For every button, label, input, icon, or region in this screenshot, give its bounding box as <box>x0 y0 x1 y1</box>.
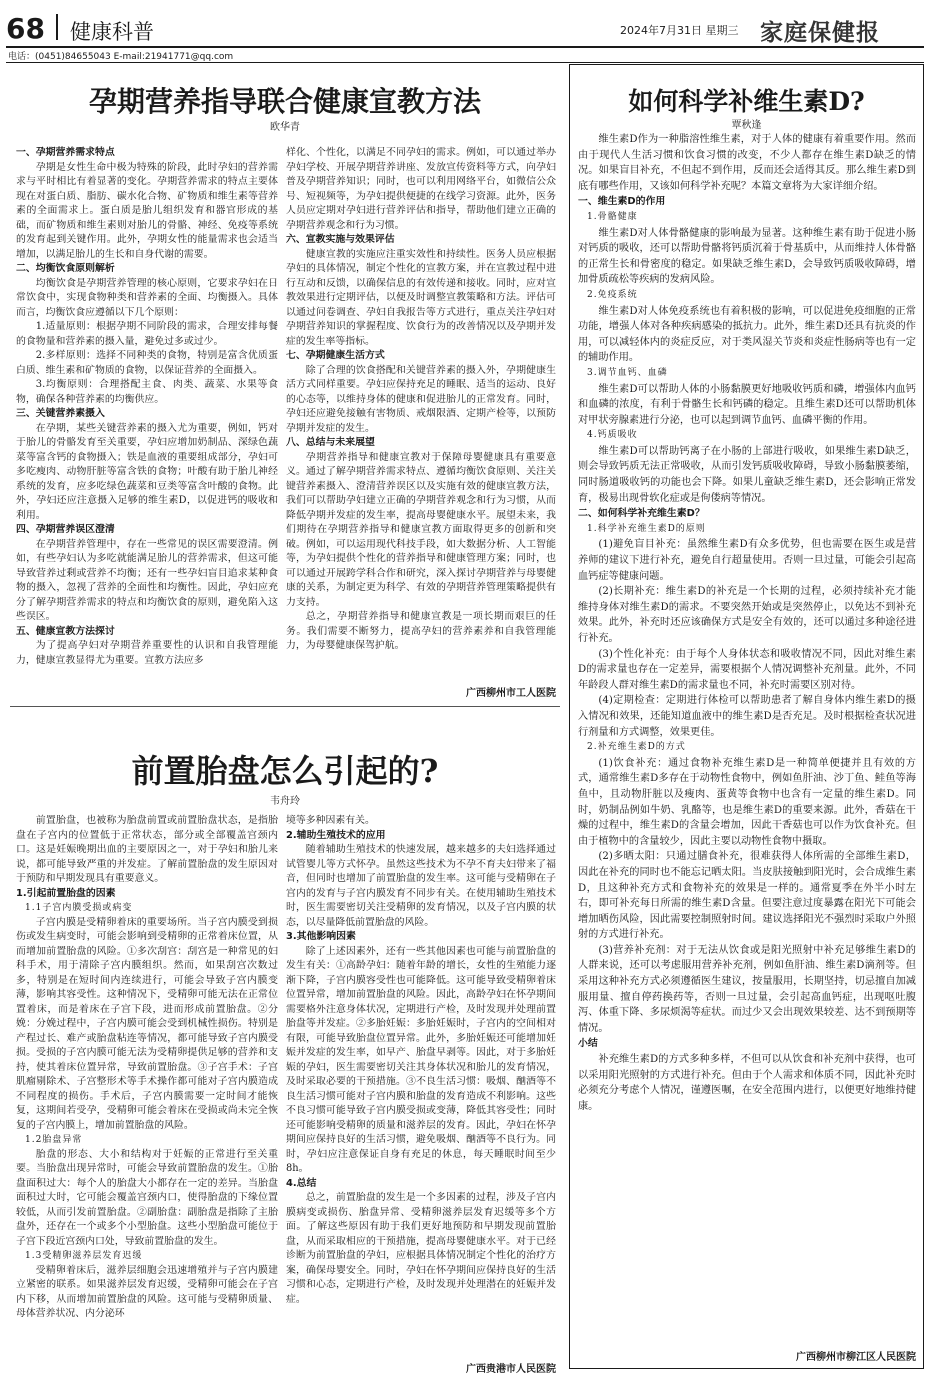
article3-title: 如何科学补维生素D? <box>628 87 865 116</box>
paragraph: 1.适量原则：根据孕期不同阶段的需求，合理安排每餐的食物量和营养素的摄入量，避免过多或过少。 <box>16 321 278 347</box>
article3-column <box>578 132 916 1348</box>
section-heading: 二、如何科学补充维生素D？ <box>578 508 705 520</box>
article-divider <box>10 706 560 707</box>
paragraph: 总之，孕期营养指导和健康宣教是一项长期而艰巨的任务。我们需要不断努力，提高孕妇的营养素养和自我管理能力，为母婴健康保驾护航。 <box>286 611 556 651</box>
article1-author: 欧华青 <box>270 122 300 133</box>
article3-signature: 广西柳州市柳江区人民医院 <box>796 1352 916 1363</box>
paragraph: (4)定期检查：定期进行体检可以帮助患者了解自身体内维生素D的摄入情况和效果，还能知道血液中的维生素D是否充足。及时根据检查状况进行剂量和方式调整，效果更佳。 <box>578 695 916 738</box>
paragraph: 除了合理的饮食搭配和关键营养素的摄入外，孕期健康生活方式同样重要。孕妇应保持充足的睡眠、适当的运动、良好的心态等，以维持身体的健康和促进胎儿的正常发育。同时，孕妇还应避免接触有害物质、戒烟限酒、定期产检等，以预防孕期并发症的发生。 <box>286 364 556 434</box>
subsection-heading: 2.免疫系统 <box>587 289 638 300</box>
article2-column-2 <box>286 814 556 1358</box>
section-heading: 二、均衡饮食原则解析 <box>16 263 115 274</box>
section-heading: 4.总结 <box>286 1177 317 1189</box>
section-heading: 四、孕期营养误区澄清 <box>16 524 115 535</box>
section-heading: 八、总结与未来展望 <box>286 437 375 448</box>
section-heading: 一、孕期营养需求特点 <box>16 147 115 158</box>
paragraph: (3)个性化补充：由于每个人身体状态和吸收情况不同，因此对维生素D的需求量也存在一定差异，需要根据个人情况调整补充剂量。此外，不同年龄段人群对维生素D的需求量也不同，补充时需要区别对待。 <box>578 648 916 691</box>
paragraph: 总之，前置胎盘的发生是一个多因素的过程，涉及子宫内膜病变或损伤、胎盘异常、受精卵滋养层发育迟缓等多个方面。了解这些原因有助于我们更好地预防和早期发现前置胎盘，从而采取相应的干预措施，提高母婴健康水平。对于已经诊断为前置胎盘的孕妇，应根据具体情况制定个性化的治疗方案，确保母婴安全。同时，孕妇在怀孕期间应保持良好的生活习惯和心态，定期进行产检，及时发现并处理潜在的妊娠并发症。 <box>286 1192 556 1305</box>
article2-column-1 <box>16 814 278 1374</box>
paragraph: 受精卵着床后，滋养层细胞会迅速增殖并与子宫内膜建立紧密的联系。如果滋养层发育迟缓，受精卵可能会在子宫内下移，从而增加前置胎盘的风险。这可能与受精卵质量、母体营养状况、内分泌环 <box>16 1264 278 1319</box>
section-heading: 五、健康宣教方法探讨 <box>16 625 115 637</box>
paragraph: (1)避免盲目补充：虽然维生素D有众多优势，但也需要在医生或是营养师的建议下进行补充，避免自行超量使用。否则一旦过量，可能会引起高血钙症等健康问题。 <box>578 539 916 582</box>
article1-column-1 <box>16 146 278 702</box>
paragraph: 境等多种因素有关。 <box>286 815 375 826</box>
article3-author: 覃秋逢 <box>731 120 762 131</box>
paragraph: 3.均衡原则：合理搭配主食、肉类、蔬菜、水果等食物，确保各种营养素的均衡供应。 <box>16 379 278 405</box>
article2-author: 韦舟玲 <box>270 796 300 807</box>
article2-signature: 广西贵港市人民医院 <box>466 1364 556 1375</box>
paragraph: 维生素D可以帮助人体的小肠黏膜更好地吸收钙质和磷，增强体内血钙和血磷的浓度，有利于骨骼生长和钙磷的稳定。且维生素D还可以帮助机体对甲状旁腺素进行分泌，也可以起到调节血钙、血磷平衡的作用。 <box>578 383 916 426</box>
paragraph: 维生素D可以帮助钙离子在小肠的上部进行吸收，如果维生素D缺乏，则会导致钙质无法正常吸收，从而引发钙质吸收障碍，导致小肠黏膜萎缩，同时肠道吸收钙的功能也会下降。如果儿童缺乏维生素D，还会影响正常发育，极易出现骨软化症或是佝偻病等情况。 <box>578 445 916 504</box>
paragraph: 2.多样原则：选择不同种类的食物，特别是富含优质蛋白质、维生素和矿物质的食物，以保证营养的全面摄入。 <box>16 350 278 376</box>
paragraph: 孕期营养指导和健康宣教对于保障母婴健康具有重要意义。通过了解孕期营养需求特点、遵循均衡饮食原则、关注关键营养素摄入、澄清营养误区以及实施有效的健康宣教方法，我们可以帮助孕妇建立正确的孕期营养观念和行为习惯，从而降低孕期并发症的发生率，提高母婴健康水平。展望未来，我们期待在孕期营养指导和健康宣教方面取得更多的创新和突破。例如，可以运用现代科技手段，如大数据分析、人工智能等，为孕妇提供个性化的营养指导和健康管理方案；同时，也可以通过开展跨学科合作和研究，深入探讨孕期营养与母婴健康的关系，为制定更为科学、有效的孕期营养管理策略提供有力支持。 <box>286 451 556 608</box>
subsection-heading: 3.调节血钙、血磷 <box>587 367 668 378</box>
section-heading: 一、维生素D的作用 <box>578 196 666 208</box>
paragraph: 子宫内膜是受精卵着床的重要场所。当子宫内膜受到损伤或发生病变时，可能会影响到受精卵的正常着床位置，从而增加前置胎盘的风险。①多次刮宫：刮宫是一种常见的妇科手术，用于清除子宫内膜组织。然而，如果刮宫次数过多，特别是在短时间内连续进行，可能会导致子宫内膜变薄，影响其容受性。这种情况下，受精卵可能无法在正常位置着床，而是着床在子宫下段，进而形成前置胎盘。②分娩：分娩过程中，子宫内膜可能会受到机械性损伤。特别是产程过长、难产或胎盘粘连等情况，都可能导致子宫内膜受损。受损的子宫内膜可能无法为受精卵提供足够的营养和支持，使其着床位置异常，导致前置胎盘。③子宫手术：子宫肌瘤剔除术、子宫整形术等手术操作都可能对子宫内膜造成不同程度的损伤。手术后，子宫内膜需要一定时间才能恢复，这期间若受孕，受精卵可能会着床在受损或尚未完全恢复的子宫内膜上，增加前置胎盘的风险。 <box>16 916 278 1131</box>
header-rule-thin <box>6 62 924 63</box>
paragraph: 健康宣教的实施应注重实效性和持续性。医务人员应根据孕妇的具体情况，制定个性化的宣教方案，并在宣教过程中进行互动和反馈，以确保信息的有效传递和接收。同时，应对宣教效果进行定期评估，以便及时调整宣教策略和方法。评估可以通过问卷调查、孕妇自我报告等方式进行，重点关注孕妇对孕期营养知识的掌握程度、饮食行为的改善情况以及孕期并发症的发生率等指标。 <box>286 248 556 347</box>
subsection-heading: 2.补充维生素D的方式 <box>587 742 686 753</box>
subsection-heading: 1.1子宫内膜受损或病变 <box>25 903 133 913</box>
paragraph: 前置胎盘，也被称为胎盘前置或前置胎盘状态，是指胎盘在子宫内的位置低于正常状态，部分或全部覆盖宫颈内口。这是妊娠晚期出血的主要原因之一，对于孕妇和胎儿来说，都可能导致严重的并发症。了解前置胎盘的发生原因对于预防和早期发现具有重要意义。 <box>16 815 278 884</box>
article1-column-2 <box>286 146 556 686</box>
paragraph: 维生素D对人体免疫系统也有着积极的影响，可以促进免疫细胞的正常功能，增强人体对各种疾病感染的抵抗力。此外，维生素D还具有抗炎的作用，可以减轻体内的炎症反应，对于类风湿关节炎和炎症性肠病等也有一定的辅助作用。 <box>578 305 916 364</box>
paragraph: 样化、个性化，以满足不同孕妇的需求。例如，可以通过举办孕妇学校、开展孕期营养讲座、发放宣传资料等方式，向孕妇普及孕期营养知识；同时，也可以利用网络平台，如微信公众号、短视频等，为孕妇提供便捷的在线学习资源。此外，医务人员应定期对孕妇进行营养评估和指导，帮助他们建立正确的孕期营养观念和行为习惯。 <box>286 147 556 231</box>
paragraph: 均衡饮食是孕期营养管理的核心原则，它要求孕妇在日常饮食中，实现食物种类和营养素的全面、均衡摄入。具体而言，均衡饮食应遵循以下几个原则： <box>16 277 278 318</box>
section-heading: 三、关键营养素摄入 <box>16 408 105 419</box>
article2-title: 前置胎盘怎么引起的? <box>131 752 439 790</box>
article1-signature: 广西柳州市工人医院 <box>466 688 556 699</box>
section-heading: 六、宣教实施与效果评估 <box>286 234 395 245</box>
header-divider <box>56 14 58 40</box>
article1-title: 孕期营养指导联合健康宣教方法 <box>88 85 481 118</box>
header-rule <box>6 46 924 48</box>
paragraph: 在孕期营养管理中，存在一些常见的误区需要澄清。例如，有些孕妇认为多吃就能满足胎儿的营养需求，但这可能导致营养过剩或营养不均衡；还有一些孕妇盲目追求某种食物的摄入，忽视了营养的全面性和均衡性。因此，孕妇应充分了解孕期营养需求的特点和均衡饮食的原则，避免陷入这些误区。 <box>16 538 278 622</box>
subsection-heading: 1.3受精卵滋养层发育迟缓 <box>25 1251 143 1261</box>
subsection-heading: 1.2胎盘异常 <box>25 1135 83 1145</box>
section-heading: 1.引起前置胎盘的因素 <box>16 887 116 899</box>
paragraph: 在孕期，某些关键营养素的摄入尤为重要，例如，钙对于胎儿的骨骼发育至关重要，孕妇应增加奶制品、深绿色蔬菜等富含钙的食物摄入；铁是血液的重要组成部分，孕妇可多吃瘦肉、动物肝脏等富含铁的食物；叶酸有助于胎儿神经系统的发育，应多吃绿色蔬菜和豆类等富含叶酸的食物。此外，孕妇还应注意摄入足够的维生素D，以促进钙的吸收和利用。 <box>16 422 278 521</box>
newspaper-name: 家庭保健报 <box>760 19 880 46</box>
issue-date: 2024年7月31日 星期三 <box>620 24 739 37</box>
page-number: 68 <box>6 12 45 45</box>
paragraph: 维生素D对人体骨骼健康的影响最为显著。这种维生素有助于促进小肠对钙质的吸收，还可以帮助骨骼将钙质沉着于骨基质中，从而维持人体骨骼的正常生长和骨密度的稳定。如果缺乏维生素D，会导致钙质吸收障碍，增加骨质疏松等疾病的发病风险。 <box>578 227 916 286</box>
section-heading: 小结 <box>578 1038 598 1050</box>
section-heading: 3.其他影响因素 <box>286 931 356 942</box>
paragraph: 除了上述因素外，还有一些其他因素也可能与前置胎盘的发生有关：①高龄孕妇：随着年龄的增长，女性的生殖能力逐渐下降，子宫内膜容受性也可能降低。这可能导致受精卵着床位置异常，增加前置胎盘的风险。因此，高龄孕妇在怀孕期间需要格外注意身体状况，定期进行产检，及时发现并处理前置胎盘等并发症。②多胎妊娠：多胎妊娠时，子宫内的空间相对有限，可能导致胎盘位置异常。此外，多胎妊娠还可能增加妊娠并发症的发生率，如早产、胎盘早剥等。因此，对于多胎妊娠的孕妇，医生需要密切关注其身体状况和胎儿的发育情况，及时采取必要的干预措施。③不良生活习惯：吸烟、酗酒等不良生活习惯可能对子宫内膜和胎盘的发育造成不利影响。这些不良习惯可能导致子宫内膜受损或变薄，降低其容受性；同时还可能影响受精卵的质量和滋养层的发育。因此，孕妇在怀孕期间应保持良好的生活习惯，避免吸烟、酗酒等不良行为。同时，孕妇应注意保证自身有充足的休息，每天睡眠时间至少8h。 <box>286 945 556 1174</box>
paragraph: 补充维生素D的方式多种多样，不但可以从饮食和补充剂中获得，也可以采用阳光照射的方式进行补充。但由于个人需求和体质不同，因此补充时必须充分考虑个人情况，谨遵医嘱，在安全范围内进行，以便更好地维持健康。 <box>578 1054 916 1112</box>
paragraph: 为了提高孕妇对孕期营养重要性的认识和自我管理能力，健康宣教显得尤为重要。宣教方法应多 <box>16 640 278 666</box>
contact-line: 电话：(0451)84655043 E-mail:21941771@qq.com <box>8 52 234 62</box>
paragraph: (3)营养补充剂：对于无法从饮食或是阳光照射中补充足够维生素D的人群来说，还可以考虑服用营养补充剂，例如鱼肝油、维生素D滴剂等。但采用这种补充方式必须遵循医生建议，按量服用，长期坚持，切忌擅自加减服用量、擅自停药换药等，否则一旦过量，会引起高血钙症，出现呕吐腹泻、体重下降、多尿烦渴等症状。而过少又会出现效果较差、达不到预期等情况。 <box>578 944 916 1034</box>
paragraph: (2)长期补充：维生素D的补充是一个长期的过程，必须持续补充才能维持身体对维生素D的需求。不要突然开始或是突然停止，以免达不到补充效果。此外，补充时还应该确保方式是安全有效的，还可以通过多种途径进行补充。 <box>578 586 916 644</box>
subsection-heading: 1.骨骼健康 <box>587 211 638 222</box>
subsection-heading: 1.科学补充维生素D的原则 <box>587 523 706 534</box>
section-title: 健康科普 <box>70 20 154 44</box>
paragraph: (1)饮食补充：通过食物补充维生素D是一种简单便捷并且有效的方式，通常维生素D多存在于动物性食物中，例如鱼肝油、沙丁鱼、鲑鱼等海鱼中，且动物肝脏以及瘦肉、蛋黄等食物中也含有一定量的维生素D。同时，奶制品例如牛奶、乳酪等，也是维生素D的重要来源。此外，香菇在干燥的过程中，维生素D的含量会增加，因此干香菇也可以作为饮食补充。但由于植物中的含量较少，因此主要以动物性食物中摄取。 <box>578 757 916 847</box>
paragraph: 随着辅助生殖技术的快速发展，越来越多的夫妇选择通过试管婴儿等方式怀孕。虽然这些技术为不孕不育夫妇带来了福音，但同时也增加了前置胎盘的发生率。这可能与受精卵在子宫内的发育与子宫内膜发育不同步有关。在使用辅助生殖技术时，医生需要密切关注受精卵的发育情况，以及子宫内膜的状态，以尽量降低前置胎盘的风险。 <box>286 844 556 928</box>
paragraph: 孕期是女性生命中极为特殊的阶段，此时孕妇的营养需求与平时相比有着显著的变化。孕期营养需求的特点主要体现在对蛋白质、脂肪、碳水化合物、矿物质和维生素等营养素的全面需求上。蛋白质是胎儿组织发育和器官形成的基础，而矿物质和维生素则对胎儿的骨骼、神经、免疫等系统的发育起到关键作用。此外，孕期女性的能量需求也会适当增加，以满足胎儿的生长和自身代谢的需要。 <box>16 161 278 260</box>
paragraph: 维生素D作为一种脂溶性维生素，对于人体的健康有着重要作用。然而由于现代人生活习惯和饮食习惯的改变，不少人都存在维生素D缺乏的情况。如果盲目补充，不但起不到作用，反而还会适得其反。那么维生素D到底有哪些作用，又该如何科学补充呢？本篇文章将为大家详细介绍。 <box>578 134 916 192</box>
section-heading: 2.辅助生殖技术的应用 <box>286 829 386 841</box>
subsection-heading: 4.钙质吸收 <box>587 430 638 441</box>
section-heading: 七、孕期健康生活方式 <box>286 350 385 361</box>
paragraph: (2)多晒太阳：只通过膳食补充，很难获得人体所需的全部维生素D，因此在补充的同时也不能忘记晒太阳。当皮肤接触到阳光时，会合成维生素D，且这种补充方式和食物补充的效果是一样的。通常夏季在外半小时左右，即可补充每日所需的维生素D含量。但要注意过度暴露在阳光下可能会增加晒伤风险，因此需要控制照射时间。建议选择阳光不强烈时采取户外照射的方式进行补充。 <box>578 851 916 941</box>
paragraph: 胎盘的形态、大小和结构对于妊娠的正常进行至关重要。当胎盘出现异常时，可能会导致前置胎盘的发生。①胎盘面积过大：每个人的胎盘大小都存在一定的差异。当胎盘面积过大时，它可能会覆盖宫颈内口，使得胎盘的下缘位置较低，从而引发前置胎盘。②副胎盘：副胎盘是指除了主胎盘外，还存在一个或多个小型胎盘。这些小型胎盘可能位于子宫下段近宫颈内口处，导致前置胎盘的发生。 <box>16 1148 278 1247</box>
